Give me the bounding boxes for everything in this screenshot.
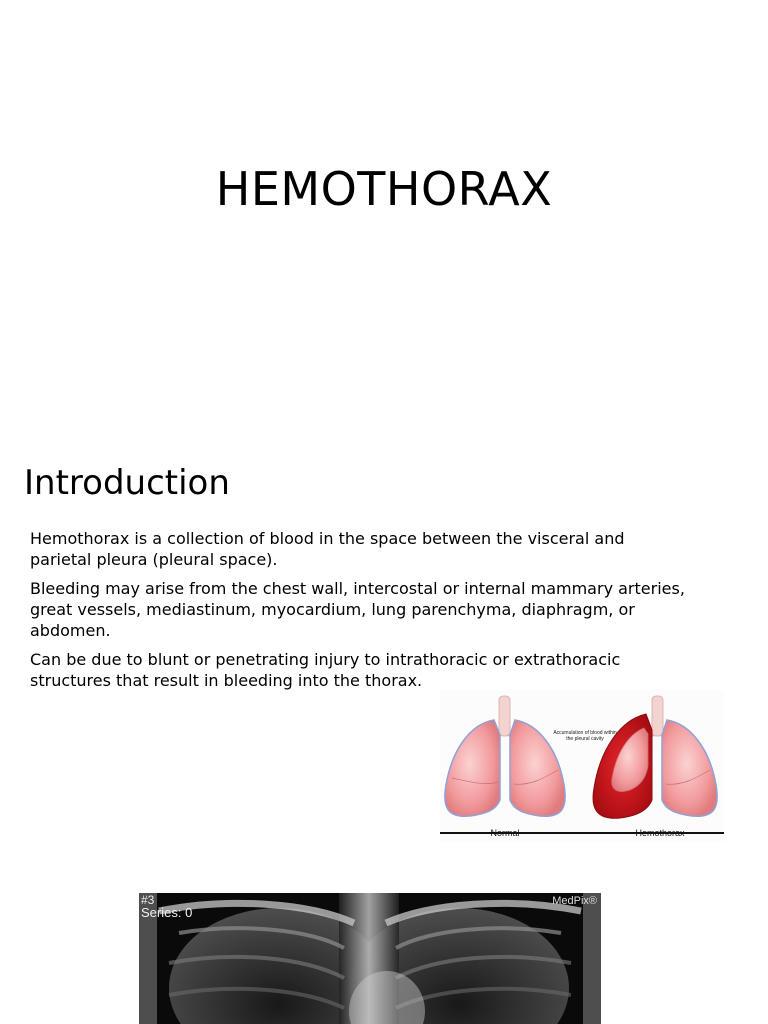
bullet-list [30,528,690,699]
lung-diagram [440,690,724,842]
xray-overlay-number: #3 [141,893,155,907]
title-slide [0,0,768,430]
lung-illustration [440,690,724,842]
figure-label-normal: Normal [490,828,520,838]
bullet-item: Can be due to blunt or penetrating injury to intrathoracic or extrathoracic structures that result in bleeding into the thorax. [30,650,621,690]
slide-title: HEMOTHORAX [215,162,553,216]
xray-series-label: Series: 0 [141,905,193,920]
bullet-item: Bleeding may arise from the chest wall, intercostal or internal mammary arteries, great vessels, mediastinum, myocardium, lung parenchyma, diaphragm, or abdomen. [30,579,685,640]
bullet-item: Hemothorax is a collection of blood in the space between the visceral and parietal pleura (pleural space). [30,529,625,569]
xray-illustration [139,893,601,1024]
figure-annotation: Accumulation of blood within the pleural cavity [553,730,617,742]
introduction-slide [0,430,768,885]
figure-label-hemothorax: Hemothorax [635,828,685,838]
xray-brand-watermark: MedPix® [552,895,597,907]
section-heading: Introduction [24,463,230,503]
xray-slide [0,885,768,1024]
chest-xray-image [139,893,601,1024]
